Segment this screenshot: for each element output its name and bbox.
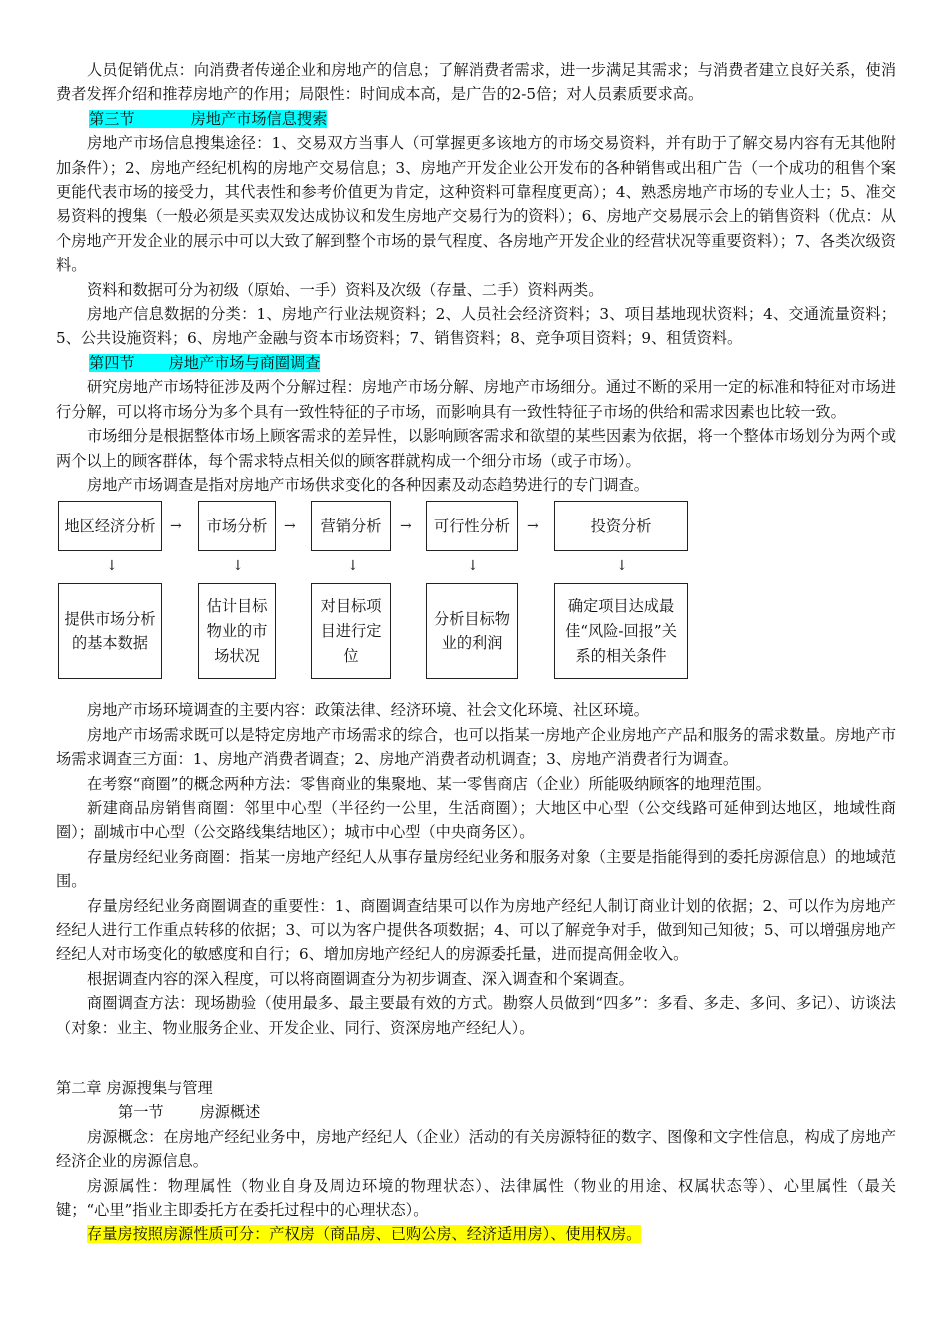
flow-box-investment-analysis: 投资分析 (554, 501, 688, 551)
paragraph-data-types: 资料和数据可分为初级（原始、一手）资料及次级（存量、二手）资料两类。 (87, 280, 604, 299)
paragraph-listing-attributes: 房源属性：物理属性（物业自身及周边环境的物理状态）、法律属性（物业的用途、权属状态等）、心里属性（最关键；“心里”指业主即委托方在委托过程中的心理状态）。 (56, 1176, 896, 1220)
flow-arrow-right-1: → (170, 518, 182, 535)
paragraph-market-segmentation: 市场细分是根据整体市场上顾客需求的差异性，以影响顾客需求和欲望的某些因素为依据，将一个整体市场划分为两个或两个以上的顾客群体，每个需求特点相关似的顾客群就构成一个细分市场（或子市场）。 (56, 427, 896, 470)
paragraph-info-channels: 房地产市场信息搜集途径：1、交易双方当事人（可掌握更多该地方的市场交易资料，并有助于了解交易内容有无其他附加条件）；2、房地产经纪机构的房地产交易信息；3、房地产开发企业公开发布的各种销售或出租广告（一个成功的租售个案更能代表市场的接受力，其代表性和参考价值更为肯定，这种资料可靠程度更高）；4、熟悉房地产市场的专业人士；5、准交易资料的搜集（一般必须是买卖双发达成协议和发生房地产交易行为的资料）；6、房地产交易展示会上的销售资料（优点：从个房地产开发企业的展示中可以大致了解到整个市场的景气程度、各房地产开发企业的经营状况等重要资料）；7、各类次级资料。 (56, 134, 896, 275)
paragraph-new-housing-trade-area: 新建商品房销售商圈：邻里中心型（半径约一公里，生活商圈）；大地区中心型（公交线路可延伸到达地区，地域性商圈）；副城市中心型（公交路线集结地区）；城市中心型（中央商务区）。 (56, 798, 896, 842)
section-heading-4 (89, 351, 896, 375)
flow-arrow-down-4: ↓ (467, 558, 479, 575)
paragraph-survey-methods: 商圈调查方法：现场勘验（使用最多、最主要最有效的方式。勘察人员做到“四多”：多看、多走、多问、多记）、访谈法（对象：业主、物业服务企业、开发企业、同行、资深房地产经纪人）。 (56, 994, 896, 1037)
flow-result-market-condition: 估计目标物业的市场状况 (198, 583, 276, 679)
paragraph-listing-concept: 房源概念：在房地产经纪业务中，房地产经纪人（企业）活动的有关房源特征的数字、图像和文字性信息，构成了房地产经济企业的房源信息。 (56, 1127, 896, 1171)
flow-result-positioning: 对目标项目进行定位 (311, 583, 391, 679)
paragraph-personal-promotion: 人员促销优点：向消费者传递企业和房地产的信息；了解消费者需求，进一步满足其需求；与消费者建立良好关系，使消费者发挥介绍和推荐房地产的作用；局限性：时间成本高，是广告的2-5倍；对人员素质要求高。 (56, 61, 896, 104)
paragraph-survey-depth: 根据调查内容的深入程度，可以将商圈调查分为初步调查、深入调查和个案调查。 (87, 969, 634, 988)
flow-box-feasibility-analysis: 可行性分析 (426, 501, 518, 551)
section-4-number: 第四节 (89, 353, 135, 372)
section-3-number: 第三节 (89, 109, 135, 128)
flow-arrow-down-5: ↓ (616, 558, 628, 575)
section-heading-3-highlight (89, 110, 327, 128)
paragraph-trade-area-importance: 存量房经纪业务商圈调查的重要性：1、商圈调查结果可以作为房地产经纪人制订商业计划的依据；2、可以作为房地产经纪人进行工作重点转移的依据；3、可以为客户提供各项数据；4、可以了解竞争对手，做到知己知彼；5、可以增强房地产经纪人对市场变化的敏感度和自行；6、增加房地产经纪人的房源委托量，进而提高佣金收入。 (56, 896, 896, 964)
paragraph-environment-survey: 房地产市场环境调查的主要内容：政策法律、经济环境、社会文化环境、社区环境。 (87, 701, 649, 720)
flow-box-marketing-analysis: 营销分析 (311, 501, 391, 551)
flow-arrow-right-2: → (284, 518, 296, 535)
paragraph-trade-area-concept: 在考察“商圈”的概念两种方法：零售商业的集聚地、某一零售商店（企业）所能吸纳顾客的地理范围。 (87, 774, 771, 793)
section-1-title: 房源概述 (199, 1103, 261, 1122)
highlighted-text-property-types: 存量房按照房源性质可分：产权房（商品房、已购公房、经济适用房）、使用权房。 (87, 1225, 642, 1244)
paragraph-market-decomposition: 研究房地产市场特征涉及两个分解过程：房地产市场分解、房地产市场细分。通过不断的采用一定的标准和特征对市场进行分解，可以将市场分为多个具有一致性特征的子市场，而影响具有一致性特征子市场的供给和需求因素也比较一致。 (56, 378, 896, 421)
flow-result-basic-data: 提供市场分析的基本数据 (58, 583, 162, 679)
market-research-flow-diagram (56, 499, 896, 695)
document-page (56, 58, 896, 1247)
section-1-number: 第一节 (118, 1103, 164, 1122)
chapter-heading: 第二章 房源搜集与管理 (56, 1079, 213, 1097)
flow-arrow-right-3: → (400, 518, 412, 535)
flow-arrow-right-4: → (527, 518, 539, 535)
flow-box-regional-economy: 地区经济分析 (58, 501, 162, 551)
flow-box-market-analysis: 市场分析 (198, 501, 276, 551)
section-heading-3 (89, 107, 896, 131)
flow-arrow-down-1: ↓ (106, 558, 118, 575)
flow-result-profit: 分析目标物业的利润 (426, 583, 518, 679)
paragraph-listing-property-types (56, 1222, 896, 1246)
paragraph-market-research: 房地产市场调查是指对房地产市场供求变化的各种因素及动态趋势进行的专门调查。 (87, 475, 649, 494)
flow-result-risk-return: 确定项目达成最佳“风险-回报”关系的相关条件 (554, 583, 688, 679)
flow-arrow-down-3: ↓ (347, 558, 359, 575)
section-3-title: 房地产市场信息搜索 (190, 109, 328, 128)
section-heading-1 (118, 1100, 896, 1124)
paragraph-resale-trade-area: 存量房经纪业务商圈：指某一房地产经纪人从事存量房经纪业务和服务对象（主要是指能得到的委托房源信息）的地域范围。 (56, 847, 896, 891)
flow-arrow-down-2: ↓ (232, 558, 244, 575)
section-4-title: 房地产市场与商圈调查 (168, 353, 321, 372)
paragraph-data-classification: 房地产信息数据的分类：1、房地产行业法规资料；2、人员社会经济资料；3、项目基地现状资料；4、交通流量资料；5、公共设施资料；6、房地产金融与资本市场资料；7、销售资料；8、竞争项目资料；9、租赁资料。 (56, 305, 896, 348)
paragraph-market-demand: 房地产市场需求既可以是特定房地产市场需求的综合，也可以指某一房地产企业房地产产品和服务的需求数量。房地产市场需求调查三方面：1、房地产消费者调查；2、房地产消费者动机调查；3、房地产消费者行为调查。 (56, 725, 896, 769)
section-heading-4-highlight (89, 354, 320, 372)
